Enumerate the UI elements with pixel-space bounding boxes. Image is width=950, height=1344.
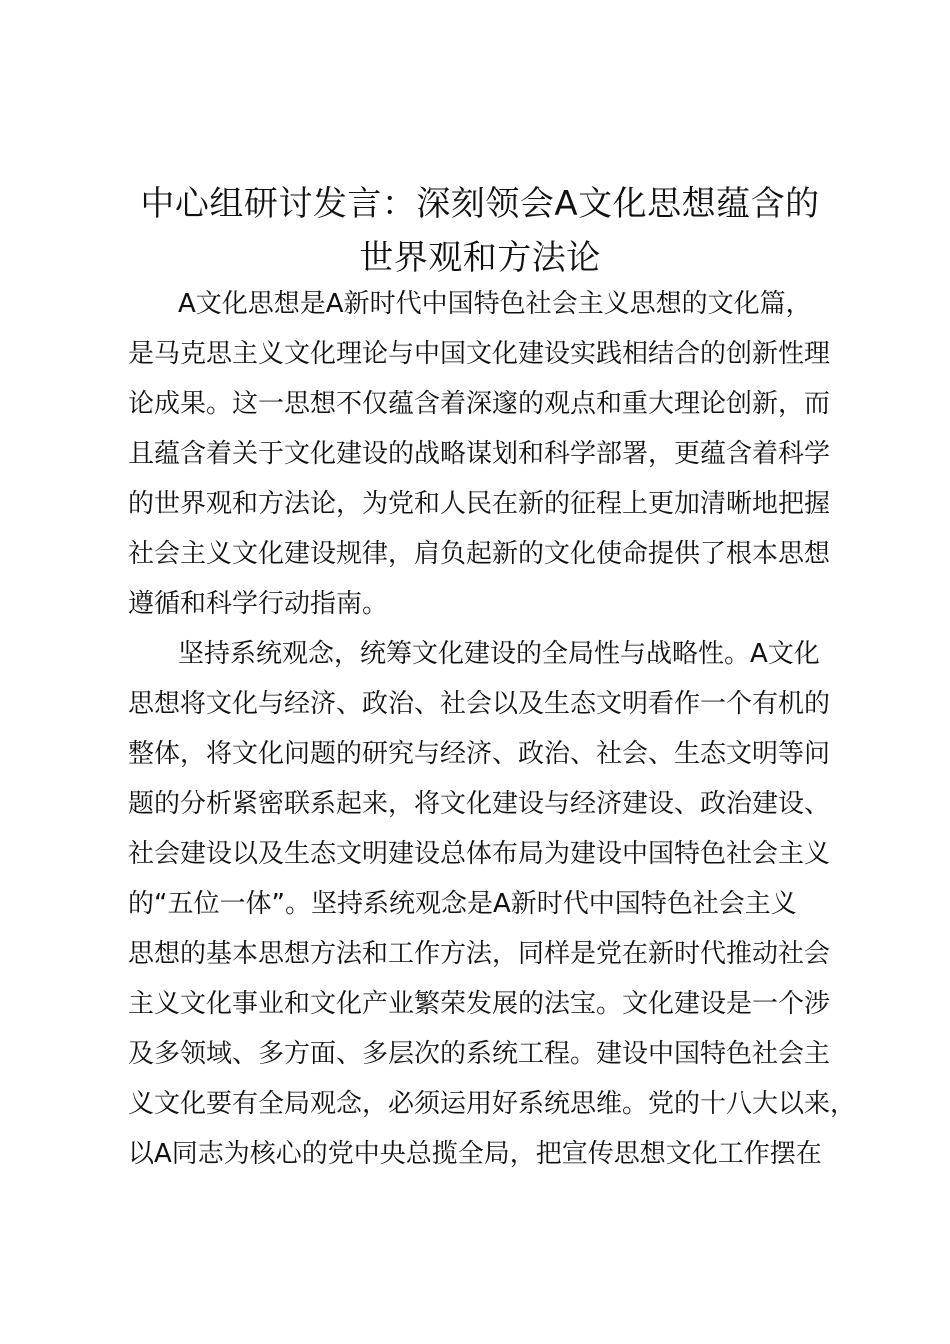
paragraph-2-line-1: 坚持系统观念，统筹文化建设的全局性与战略性。A文化	[178, 639, 820, 669]
paragraph-2-line-10: 义文化要有全局观念，必须运用好系统思维。党的十八大以来，	[128, 1089, 857, 1119]
paragraph-2-line-2: 思想将文化与经济、政治、社会以及生态文明看作一个有机的	[128, 689, 831, 719]
paragraph-2-line-3: 整体，将文化问题的研究与经济、政治、社会、生态文明等问	[128, 739, 831, 769]
paragraph-2-line-6: 的“五位一体”。坚持系统观念是A新时代中国特色社会主义	[128, 889, 797, 919]
paragraph-1-line-3: 论成果。这一思想不仅蕴含着深邃的观点和重大理论创新，而	[128, 389, 831, 419]
document-title-line-2: 世界观和方法论	[359, 238, 601, 278]
paragraph-2-line-8: 主义文化事业和文化产业繁荣发展的法宝。文化建设是一个涉	[128, 989, 831, 1019]
paragraph-1-line-5: 的世界观和方法论，为党和人民在新的征程上更加清晰地把握	[128, 489, 831, 519]
paragraph-2-line-9: 及多领域、多方面、多层次的系统工程。建设中国特色社会主	[128, 1039, 831, 1069]
paragraph-1-line-6: 社会主义文化建设规律，肩负起新的文化使命提供了根本思想	[128, 539, 831, 569]
paragraph-2-line-5: 社会建设以及生态文明建设总体布局为建设中国特色社会主义	[128, 839, 831, 869]
paragraph-1-line-2: 是马克思主义文化理论与中国文化建设实践相结合的创新性理	[128, 339, 831, 369]
document-title-line-1: 中心组研讨发言：深刻领会A文化思想蕴含的	[140, 184, 820, 224]
paragraph-1-line-4: 且蕴含着关于文化建设的战略谋划和科学部署，更蕴含着科学	[128, 439, 831, 469]
paragraph-2-line-4: 题的分析紧密联系起来，将文化建设与经济建设、政治建设、	[128, 789, 831, 819]
paragraph-1-line-7: 遵循和科学行动指南。	[128, 589, 389, 619]
paragraph-1-line-1: A文化思想是A新时代中国特色社会主义思想的文化篇，	[178, 289, 812, 319]
paragraph-2-line-7: 思想的基本思想方法和工作方法，同样是党在新时代推动社会	[128, 939, 831, 969]
paragraph-2-line-11: 以A同志为核心的党中央总揽全局，把宣传思想文化工作摆在	[128, 1139, 822, 1169]
